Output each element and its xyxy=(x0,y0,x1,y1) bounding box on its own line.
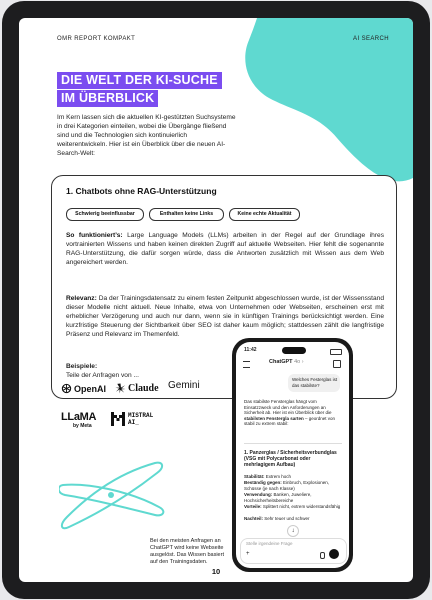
claude-logo: Claude xyxy=(115,383,159,394)
tag-pill: Keine echte Aktualität xyxy=(229,208,300,221)
chat-input-placeholder: Stelle irgendeine Frage xyxy=(246,541,293,546)
phone-mockup xyxy=(232,338,353,572)
examples-subtext: Teile der Anfragen von ... xyxy=(66,371,139,379)
intro-paragraph: Im Kern lassen sich die aktuellen KI-gestützten Suchsysteme in drei Kategorien einteilen, wobei die Übergänge fließend sind und die Technologien sich kontinuierlich weiterentwickeln. Hier ist ein Überblick über die neuen AI-Search-Welt: xyxy=(57,114,236,157)
answer-item-title: 1. Panzerglas / Sicherheitsverbundglas (VSG mit Polycarbonat oder mehrlagigem Aufbau) xyxy=(244,450,337,469)
page-title-line-2: IM ÜBERBLICK xyxy=(57,90,158,107)
new-chat-icon[interactable] xyxy=(333,360,341,368)
document-page xyxy=(19,18,413,582)
microphone-icon[interactable] xyxy=(320,552,325,559)
divider xyxy=(244,443,342,444)
examples-label: Beispiele: xyxy=(66,363,98,370)
how-it-works-paragraph xyxy=(66,231,384,267)
relevance-paragraph xyxy=(66,294,384,339)
user-question: Welches Festerglas ist das stabilste? xyxy=(292,377,338,388)
gemini-logo: Gemini xyxy=(168,380,200,391)
dynamic-island xyxy=(282,347,306,354)
chatgpt-screen xyxy=(236,342,349,568)
add-icon[interactable]: + xyxy=(246,551,250,557)
tag-pill: Schwierig beeinflussbar xyxy=(66,208,144,221)
openai-logo: OpenAI xyxy=(61,383,106,394)
card-heading: 1. Chatbots ohne RAG-Unterstützung xyxy=(66,186,217,196)
answer-row: Vorteile: Splittert nicht, extrem widerstandsfähig xyxy=(244,504,341,509)
section-label: AI SEARCH xyxy=(353,36,389,42)
phone-caption: Bei den meisten Anfragen an ChatGPT wird keine Webseite ausgelöst. Das Wissen basiert auf den Trainingsdaten. xyxy=(150,538,224,565)
answer-row: Nachteil: Sehr teuer und schwer xyxy=(244,516,310,521)
report-label: OMR REPORT KOMPAKT xyxy=(57,36,136,42)
assistant-answer-intro: Das stabilste Fensterglas hängt vom Einsatzzweck und den Anforderungen an Sicherheit ab. Hier ist ein Überblick über die stabilsten Fenstergla sarten – geordnet von stabil zu extrem stabil: xyxy=(244,399,336,427)
answer-row: Verwendung: Banken, Juweliere, Hochsicherheitsbereiche xyxy=(244,492,312,503)
page-title-line-1: DIE WELT DER KI-SUCHE xyxy=(57,72,222,89)
menu-icon[interactable] xyxy=(243,361,250,368)
scroll-down-icon[interactable]: ↓ xyxy=(287,525,299,537)
relevance-label: Relevanz: xyxy=(66,295,97,302)
tag-pill: Enthalten keine Links xyxy=(149,208,224,221)
openai-icon xyxy=(61,383,72,394)
examples-block xyxy=(66,363,139,380)
page-number: 10 xyxy=(211,567,221,576)
claude-starburst-icon xyxy=(115,383,126,394)
how-it-works-text: Large Language Models (LLMs) arbeiten in der Regel auf der Grundlage ihres vortrainierten Wissens und haben keinen direkten Zugriff auf aktuelle Webseiten. Hier fehlt die sogenannte RAG-Unterstützung, die dafür sorgen würde, dass die Antworten zusätzlich mit Wissen aus dem Web angereichert werden. xyxy=(66,232,384,266)
llama-logo: LLaMA by Meta xyxy=(61,411,97,429)
answer-row: Stabilität: Extrem hoch xyxy=(244,474,292,479)
teal-swirl-decoration xyxy=(59,455,169,535)
how-it-works-label: So funktioniert’s: xyxy=(66,232,123,239)
answer-row: Beständig gegen: Einbruch, Explosionen, Schüsse (je nach Klasse) xyxy=(244,480,330,491)
status-time: 11:42 xyxy=(244,347,257,353)
chatgpt-model-selector[interactable]: ChatGPT 4o › xyxy=(269,359,304,365)
mistral-logo: MISTRAL AI_ xyxy=(111,412,153,426)
relevance-text: Da der Trainingsdatensatz zu einem festen Zeitpunkt abgeschlossen wurde, ist der Wissensstand dieser Modelle nicht aktuell. Neue Inhalte, etwa von Unternehmen oder Webseiten, erscheinen erst mit erheblicher Verzögerung und auch nur dann, wenn sie in künftigen Trainings berücksichtigt werden. Eine kurzfristige Steuerung der Sichtbarkeit über SEO ist daher kaum möglich; stattdessen zählt die langfristige Präsenz und Relevanz im Themenfeld. xyxy=(66,295,384,338)
voice-mode-button[interactable] xyxy=(329,549,339,559)
battery-icon xyxy=(330,349,342,355)
mistral-blocks-icon xyxy=(111,412,125,426)
tablet-frame xyxy=(2,1,430,599)
